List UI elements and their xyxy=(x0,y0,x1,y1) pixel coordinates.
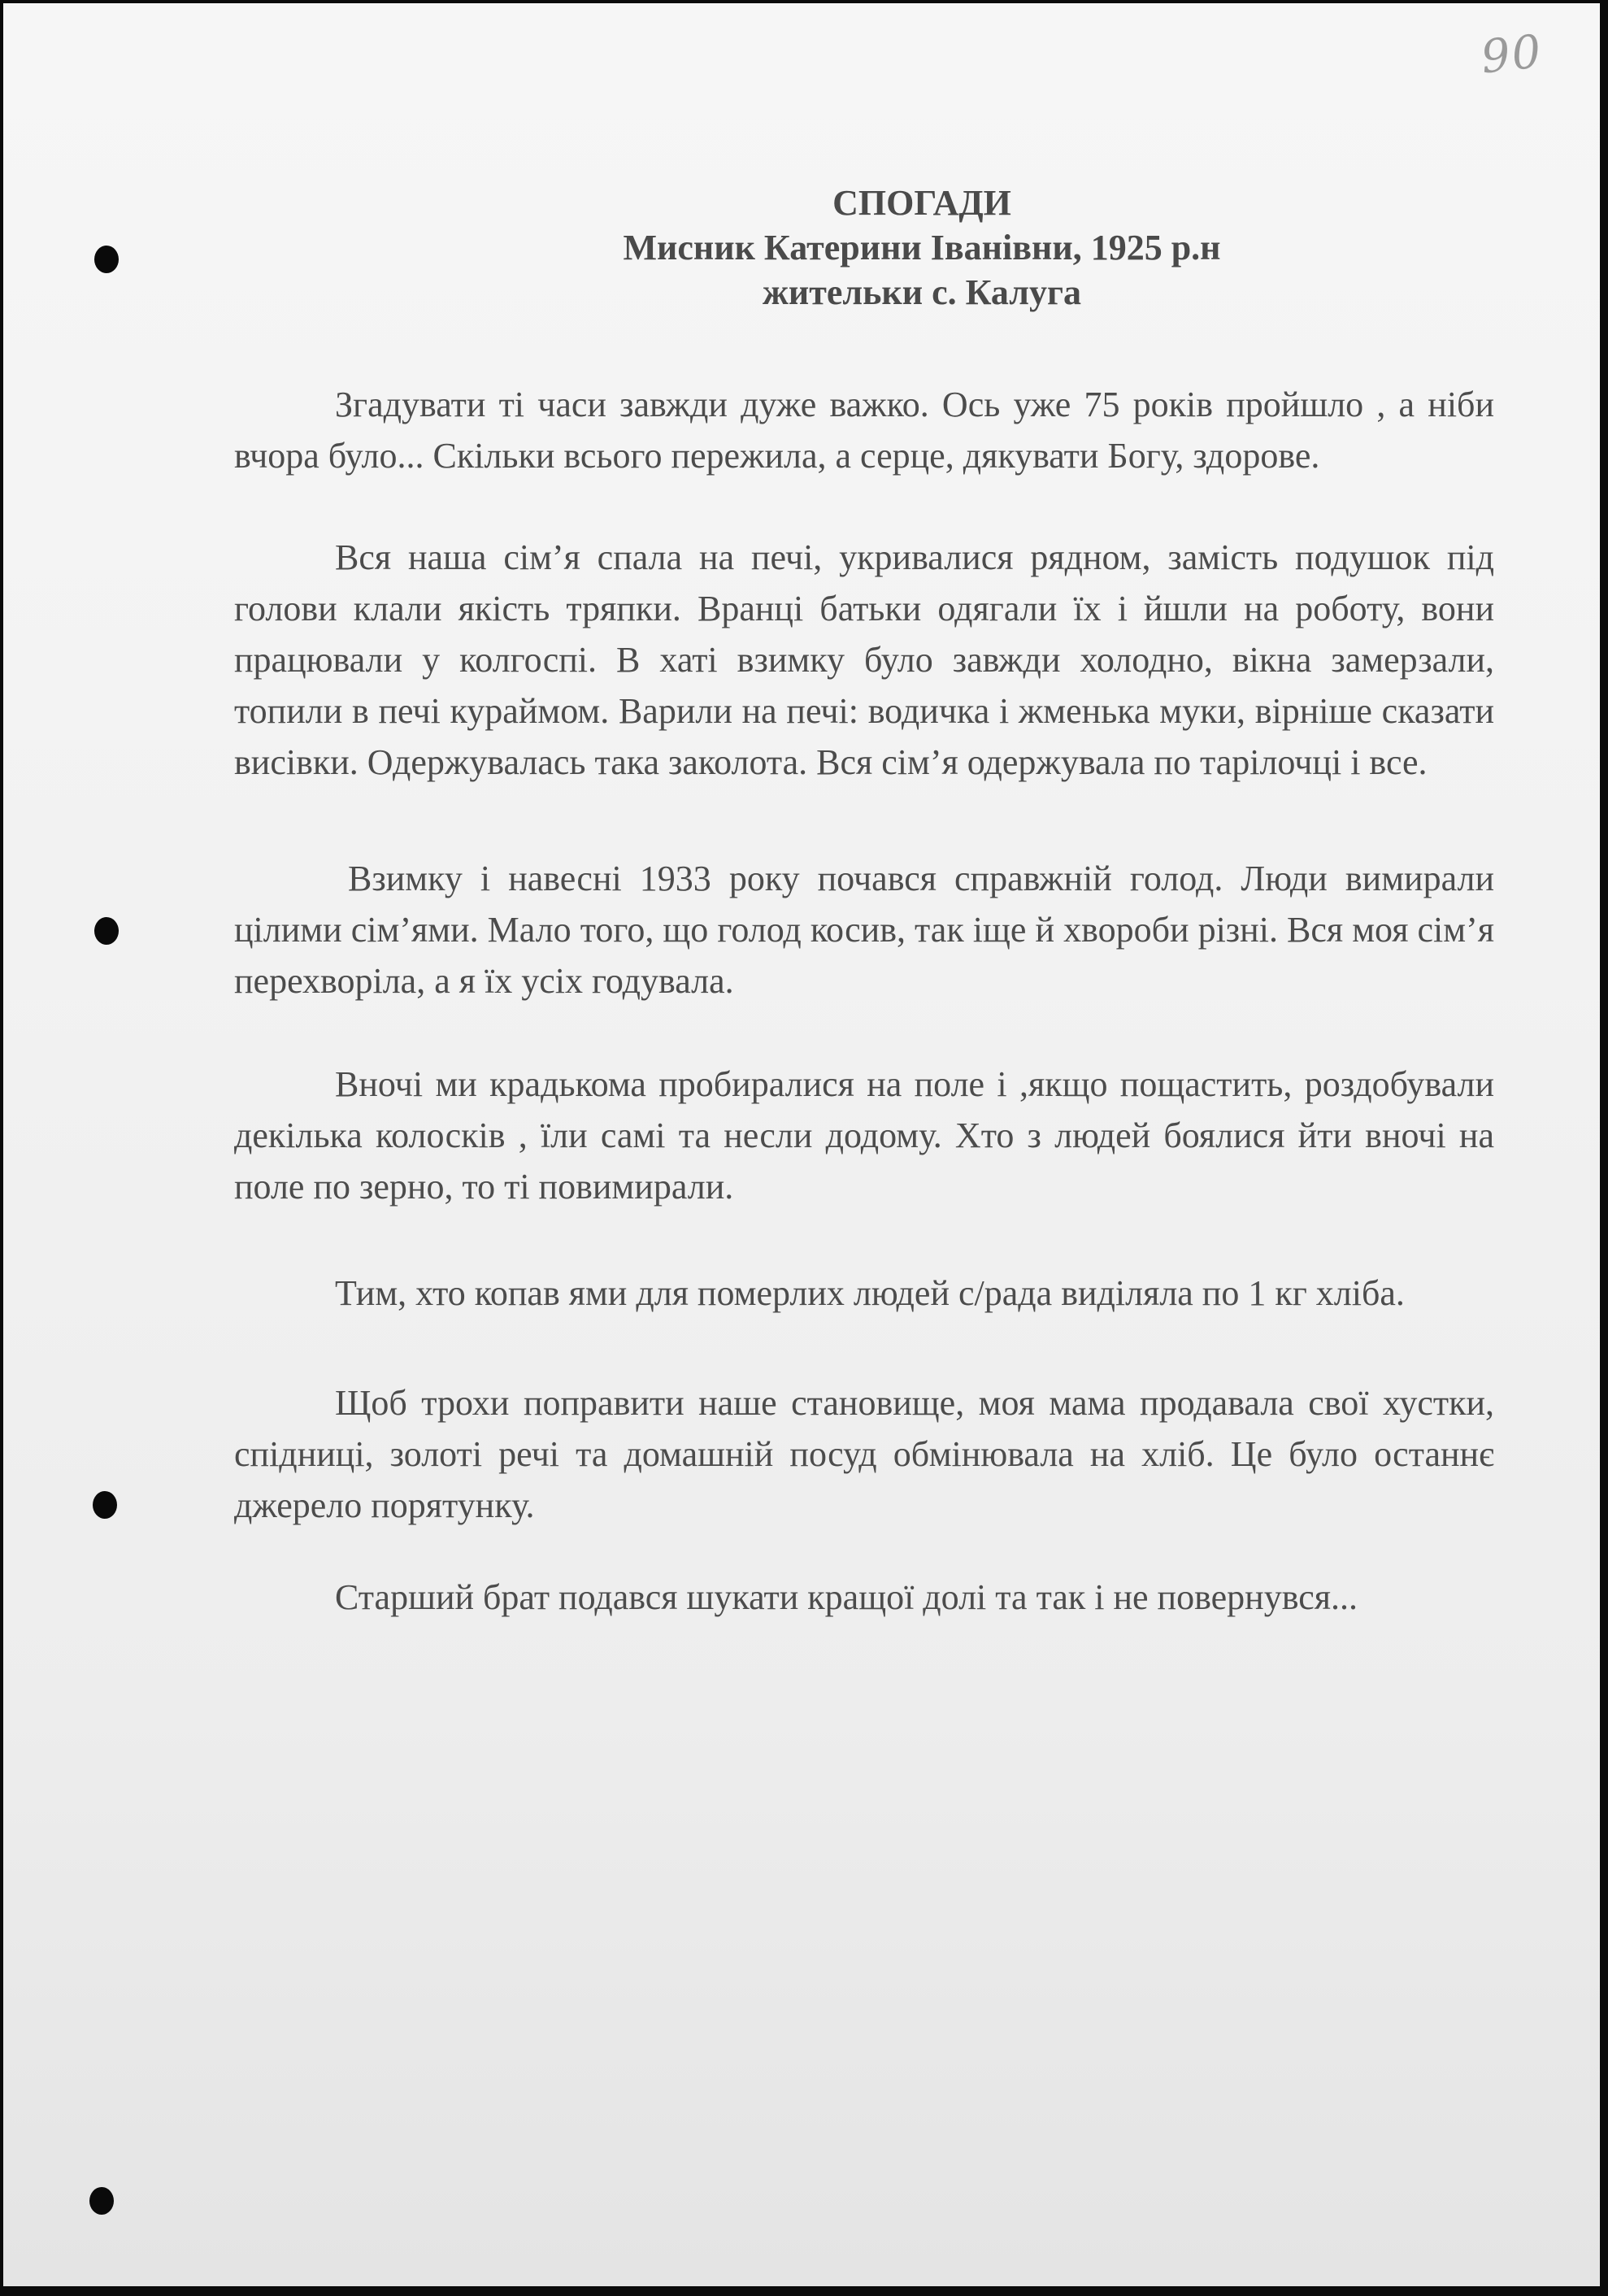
paragraph: Взимку і навесні 1933 року почався справжній голод. Люди вимирали цілими сім’ями. Мало того, що голод косив, так іще й хвороби різні. Вся моя сім’я перехворіла, а я їх усіх годувала. xyxy=(234,859,1494,1001)
paragraph: Старший брат подався шукати кращої долі та так і не повернувся... xyxy=(335,1577,1358,1617)
paragraph: Щоб трохи поправити наше становище, моя мама продавала свої хустки, спідниці, золоті речі та домашній посуд обмінювала на хліб. Це було останнє джерело порятунку. xyxy=(234,1383,1494,1525)
punch-hole xyxy=(94,246,119,273)
paragraph: Згадувати ті часи завжди дуже важко. Ось уже 75 років пройшло , а ніби вчора було... Скільки всього пережила, а серце, дякувати Богу, здорове. xyxy=(234,385,1494,476)
paragraph: Тим, хто копав ями для померлих людей с/рада виділяла по 1 кг хліба. xyxy=(335,1273,1405,1313)
handwritten-page-number: 90 xyxy=(1478,25,1545,85)
document-residence: жительки с. Калуга xyxy=(763,272,1081,312)
paragraph: Вночі ми крадькома пробиралися на поле і ,якщо пощастить, роздобували декілька колосків , їли самі та несли додому. Хто з людей боялися йти вночі на поле по зерно, то ті повимирали. xyxy=(234,1064,1494,1207)
punch-hole xyxy=(94,917,119,945)
punch-hole xyxy=(93,1491,117,1519)
paragraph: Вся наша сім’я спала на печі, укривалися рядном, замість подушок під голови клали якість тряпки. Вранці батьки одягали їх і йшли на роботу, вони працювали у колгоспі. В хаті взимку було завжди холодно, вікна замерзали, топили в печі кураймом. Варили на печі: водичка і жменька муки, вірніше сказати висівки. Одержувалась така заколота. Вся сім’я одержувала по тарілочці і все. xyxy=(234,537,1494,782)
document-title: СПОГАДИ xyxy=(832,183,1011,223)
document-subtitle: Мисник Катерини Іванівни, 1925 р.н xyxy=(623,228,1221,267)
document-header xyxy=(231,180,1600,315)
memoir-body xyxy=(234,379,1494,1623)
document-page xyxy=(3,3,1600,2286)
punch-hole xyxy=(89,2187,114,2215)
